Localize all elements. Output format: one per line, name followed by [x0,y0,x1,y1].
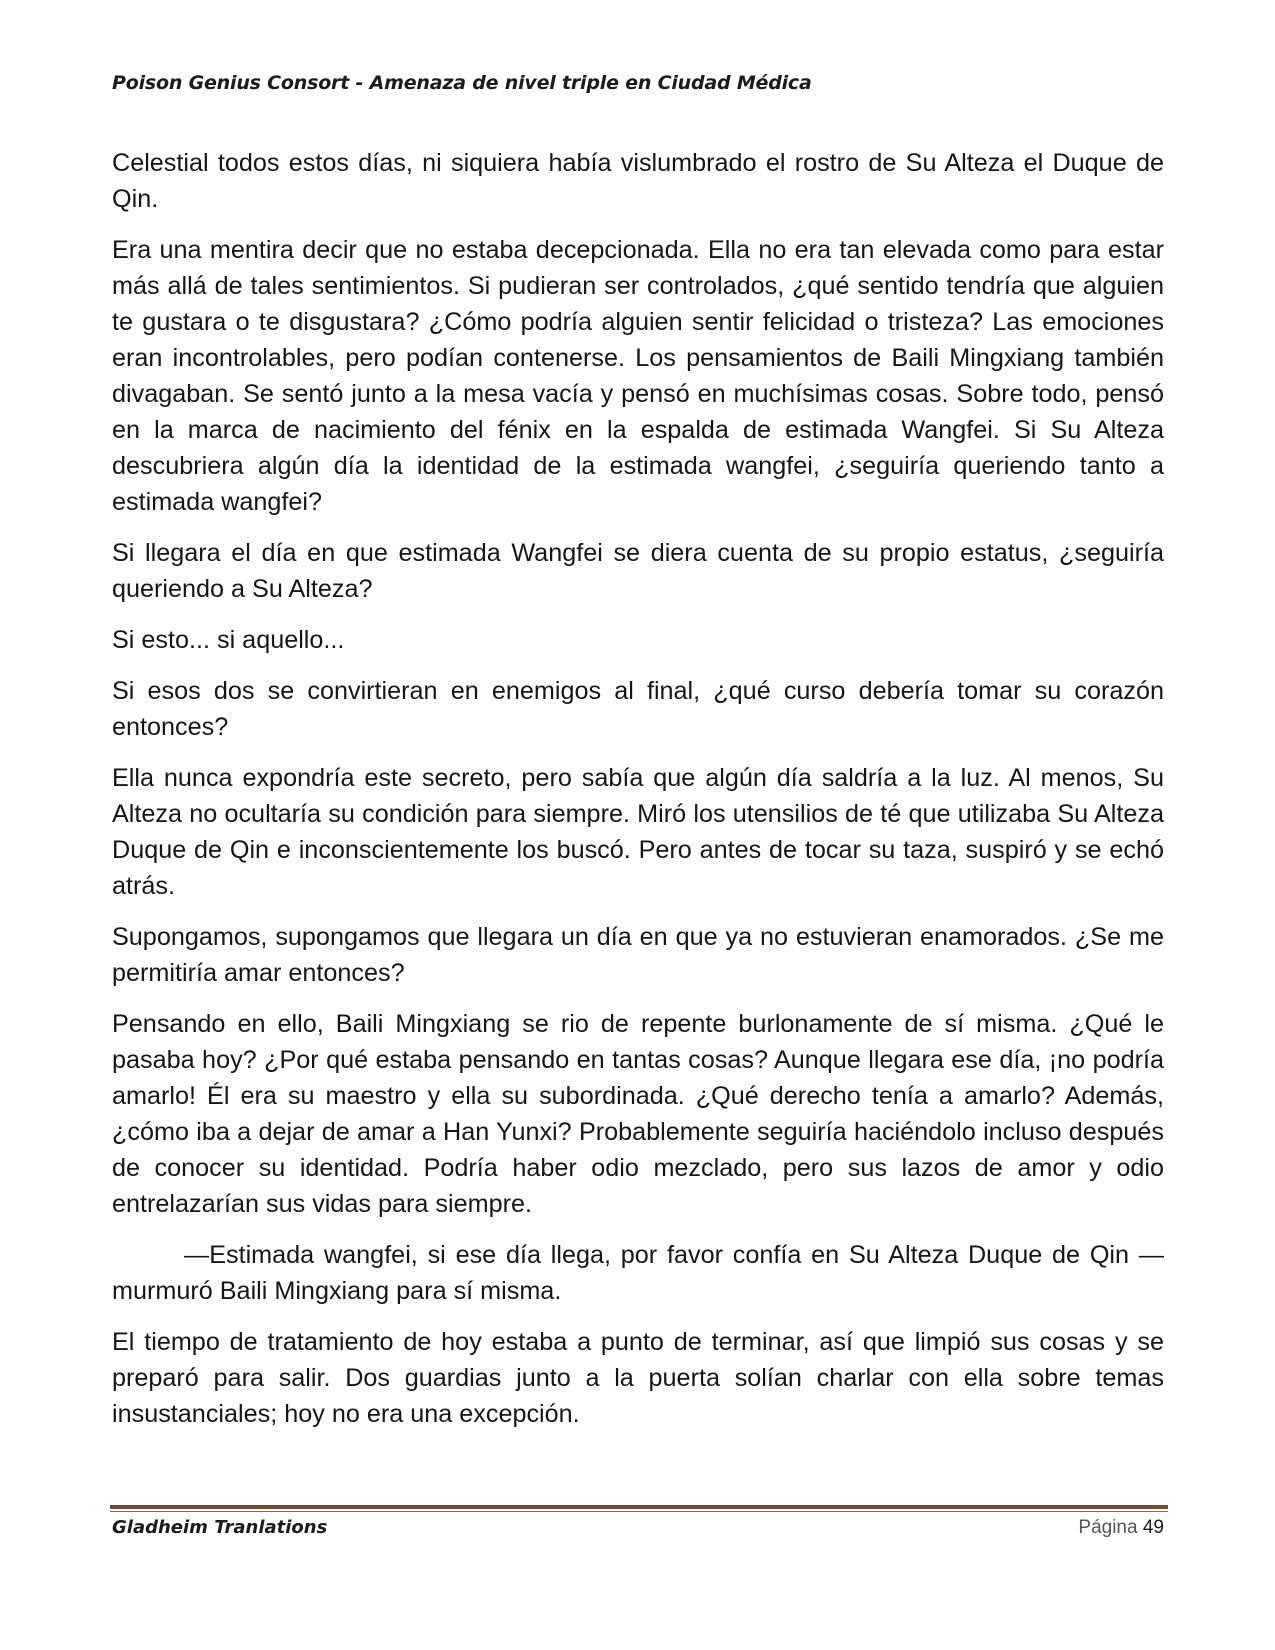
paragraph: El tiempo de tratamiento de hoy estaba a punto de terminar, así que limpió sus cosas y se preparó para salir. Dos guardias junto a la puerta solían charlar con ella sobre temas insustanciales; hoy no era una excepción. [112,1328,1164,1428]
paragraph: Si esto... si aquello... [112,626,345,654]
body-text [112,145,1164,1447]
paragraph: Celestial todos estos días, ni siquiera había vislumbrado el rostro de Su Alteza el Duque de Qin. [112,149,1164,213]
paragraph: Si esos dos se convirtieran en enemigos al final, ¿qué curso debería tomar su corazón entonces? [112,677,1164,741]
paragraph: Supongamos, supongamos que llegara un día en que ya no estuvieran enamorados. ¿Se me permitiría amar entonces? [112,923,1164,987]
paragraph: Pensando en ello, Baili Mingxiang se rio de repente burlonamente de sí misma. ¿Qué le pasaba hoy? ¿Por qué estaba pensando en tantas cosas? Aunque llegara ese día, ¡no podría amarlo! Él era su maestro y ella su subordinada. ¿Qué derecho tenía a amarlo? Además, ¿cómo iba a dejar de amar a Han Yunxi? Probablemente seguiría haciéndolo incluso después de conocer su identidad. Podría haber odio mezclado, pero sus lazos de amor y odio entrelazarían sus vidas para siempre. [112,1010,1164,1218]
page-number-value: 49 [1142,1517,1164,1538]
footer-rule-thin [110,1511,1168,1512]
paragraph: Ella nunca expondría este secreto, pero sabía que algún día saldría a la luz. Al menos, Su Alteza no ocultaría su condición para siempre. Miró los utensilios de té que utilizaba Su Alteza Duque de Qin e inconscientemente los buscó. Pero antes de tocar su taza, suspiró y se echó atrás. [112,764,1164,900]
paragraph: Era una mentira decir que no estaba decepcionada. Ella no era tan elevada como para estar más allá de tales sentimientos. Si pudieran ser controlados, ¿qué sentido tendría que alguien te gustara o te disgustara? ¿Cómo podría alguien sentir felicidad o tristeza? Las emociones eran incontrolables, pero podían contenerse. Los pensamientos de Baili Mingxiang también divagaban. Se sentó junto a la mesa vacía y pensó en muchísimas cosas. Sobre todo, pensó en la marca de nacimiento del fénix en la espalda de estimada Wangfei. Si Su Alteza descubriera algún día la identidad de la estimada wangfei, ¿seguiría queriendo tanto a estimada wangfei? [112,236,1164,516]
footer-rule [110,1505,1168,1509]
page-number [1078,1517,1164,1539]
page-header-title: Poison Genius Consort - Amenaza de nivel triple en Ciudad Médica [112,72,812,94]
paragraph: Si llegara el día en que estimada Wangfei se diera cuenta de su propio estatus, ¿seguiría queriendo a Su Alteza? [112,539,1164,603]
footer-credit: Gladheim Tranlations [112,1517,328,1538]
paragraph-dialogue: —Estimada wangfei, si ese día llega, por favor confía en Su Alteza Duque de Qin —murmuró Baili Mingxiang para sí misma. [112,1241,1164,1305]
page-label: Página [1078,1517,1138,1538]
